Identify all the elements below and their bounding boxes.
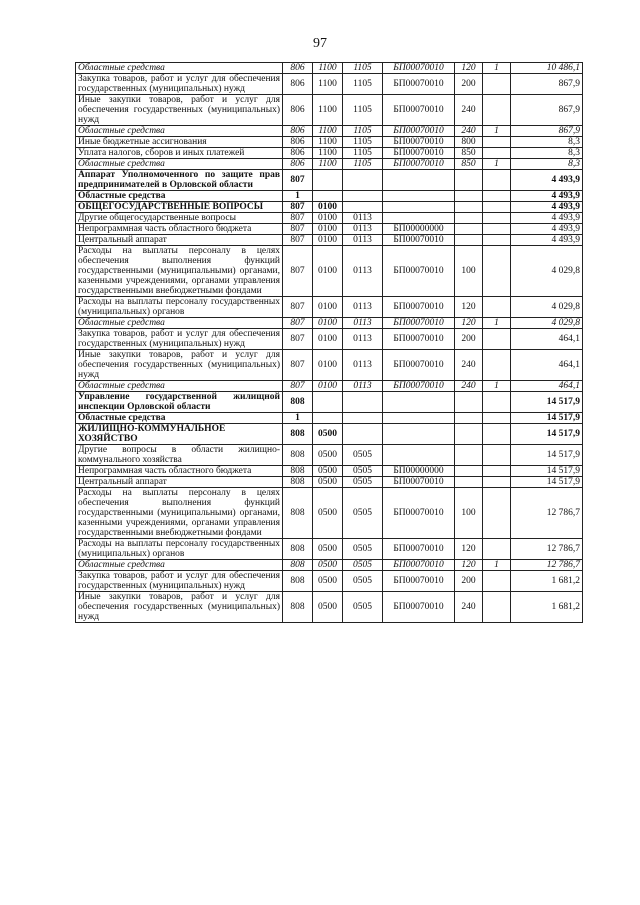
table-row xyxy=(76,159,583,170)
table-row xyxy=(76,246,583,297)
vr-cell: 120 xyxy=(455,297,483,318)
vr-cell: 240 xyxy=(455,381,483,392)
row-name-cell: ОБЩЕГОСУДАРСТВЕННЫЕ ВОПРОСЫ xyxy=(76,202,283,213)
row-name-cell: Расходы на выплаты персоналу государственных (муниципальных) органов xyxy=(76,539,283,560)
vr-cell: 100 xyxy=(455,488,483,539)
row-name-cell: Областные средства xyxy=(76,63,283,74)
razdel-cell xyxy=(313,191,343,202)
vedomstvo-cell: 807 xyxy=(283,329,313,350)
razdel-cell: 0500 xyxy=(313,539,343,560)
row-name-cell: Закупка товаров, работ и услуг для обеспечения государственных (муниципальных) нужд xyxy=(76,74,283,95)
csr-cell: БП00070010 xyxy=(383,297,455,318)
podrazdel-cell: 0113 xyxy=(343,213,383,224)
vr-cell xyxy=(455,202,483,213)
sum-cell: 14 517,9 xyxy=(511,424,583,445)
razdel-cell: 0500 xyxy=(313,571,343,592)
razdel-cell: 0500 xyxy=(313,488,343,539)
podrazdel-cell: 0505 xyxy=(343,488,383,539)
sum-cell: 14 517,9 xyxy=(511,477,583,488)
row-name-cell: Аппарат Уполномоченного по защите прав предпринимателей в Орловской области xyxy=(76,170,283,191)
sum-cell: 867,9 xyxy=(511,126,583,137)
kbk-cell xyxy=(483,466,511,477)
table-row xyxy=(76,235,583,246)
razdel-cell: 1100 xyxy=(313,95,343,126)
vr-cell: 850 xyxy=(455,148,483,159)
kbk-cell xyxy=(483,350,511,381)
table-row xyxy=(76,488,583,539)
sum-cell: 8,3 xyxy=(511,148,583,159)
kbk-cell xyxy=(483,539,511,560)
vr-cell xyxy=(455,170,483,191)
vedomstvo-cell: 808 xyxy=(283,392,313,413)
csr-cell: БП00070010 xyxy=(383,148,455,159)
kbk-cell xyxy=(483,329,511,350)
kbk-cell xyxy=(483,191,511,202)
table-row xyxy=(76,592,583,623)
table-row xyxy=(76,137,583,148)
vedomstvo-cell: 808 xyxy=(283,571,313,592)
csr-cell xyxy=(383,413,455,424)
page-number: 97 xyxy=(313,36,327,51)
sum-cell: 464,1 xyxy=(511,381,583,392)
vr-cell xyxy=(455,224,483,235)
vedomstvo-cell: 806 xyxy=(283,148,313,159)
row-name-cell: Непрограммная часть областного бюджета xyxy=(76,224,283,235)
vr-cell xyxy=(455,235,483,246)
row-name-cell: ЖИЛИЩНО-КОММУНАЛЬНОЕ ХОЗЯЙСТВО xyxy=(76,424,283,445)
podrazdel-cell: 0505 xyxy=(343,477,383,488)
vr-cell: 240 xyxy=(455,592,483,623)
razdel-cell: 0100 xyxy=(313,246,343,297)
kbk-cell xyxy=(483,445,511,466)
kbk-cell xyxy=(483,202,511,213)
vr-cell xyxy=(455,424,483,445)
podrazdel-cell: 1105 xyxy=(343,74,383,95)
vedomstvo-cell: 806 xyxy=(283,159,313,170)
razdel-cell: 1100 xyxy=(313,148,343,159)
sum-cell: 464,1 xyxy=(511,350,583,381)
kbk-cell xyxy=(483,224,511,235)
sum-cell: 4 493,9 xyxy=(511,170,583,191)
sum-cell: 14 517,9 xyxy=(511,392,583,413)
vedomstvo-cell: 807 xyxy=(283,318,313,329)
sum-cell: 4 493,9 xyxy=(511,213,583,224)
table-row xyxy=(76,191,583,202)
vr-cell xyxy=(455,466,483,477)
vr-cell: 200 xyxy=(455,571,483,592)
table-row xyxy=(76,329,583,350)
table-row xyxy=(76,63,583,74)
razdel-cell: 0500 xyxy=(313,477,343,488)
sum-cell: 1 681,2 xyxy=(511,571,583,592)
sum-cell: 12 786,7 xyxy=(511,560,583,571)
sum-cell: 4 493,9 xyxy=(511,235,583,246)
podrazdel-cell xyxy=(343,413,383,424)
vr-cell: 240 xyxy=(455,350,483,381)
razdel-cell: 0500 xyxy=(313,445,343,466)
row-name-cell: Закупка товаров, работ и услуг для обеспечения государственных (муниципальных) нужд xyxy=(76,571,283,592)
table-row xyxy=(76,381,583,392)
kbk-cell xyxy=(483,74,511,95)
vr-cell: 120 xyxy=(455,318,483,329)
row-name-cell: Центральный аппарат xyxy=(76,235,283,246)
row-name-cell: Областные средства xyxy=(76,413,283,424)
row-name-cell: Другие общегосударственные вопросы xyxy=(76,213,283,224)
csr-cell: БП00070010 xyxy=(383,318,455,329)
razdel-cell: 0100 xyxy=(313,235,343,246)
kbk-cell: 1 xyxy=(483,159,511,170)
csr-cell xyxy=(383,170,455,191)
table-row xyxy=(76,477,583,488)
row-name-cell: Областные средства xyxy=(76,126,283,137)
sum-cell: 14 517,9 xyxy=(511,466,583,477)
razdel-cell: 1100 xyxy=(313,137,343,148)
csr-cell: БП00070010 xyxy=(383,126,455,137)
razdel-cell: 0100 xyxy=(313,329,343,350)
vr-cell: 120 xyxy=(455,63,483,74)
sum-cell: 12 786,7 xyxy=(511,488,583,539)
vedomstvo-cell: 807 xyxy=(283,224,313,235)
kbk-cell xyxy=(483,235,511,246)
csr-cell: БП00000000 xyxy=(383,466,455,477)
row-name-cell: Закупка товаров, работ и услуг для обеспечения государственных (муниципальных) нужд xyxy=(76,329,283,350)
table-row xyxy=(76,560,583,571)
csr-cell: БП00070010 xyxy=(383,329,455,350)
table-row xyxy=(76,571,583,592)
vedomstvo-cell: 808 xyxy=(283,424,313,445)
row-name-cell: Расходы на выплаты персоналу в целях обеспечения выполнения функций государственными (муниципальными) органами, казенными учреждениями, органами управления государственными внебюджетными фондами xyxy=(76,488,283,539)
kbk-cell xyxy=(483,392,511,413)
razdel-cell: 0100 xyxy=(313,350,343,381)
vedomstvo-cell: 807 xyxy=(283,381,313,392)
vr-cell: 120 xyxy=(455,539,483,560)
vr-cell: 800 xyxy=(455,137,483,148)
csr-cell: БП00070010 xyxy=(383,63,455,74)
csr-cell xyxy=(383,202,455,213)
vedomstvo-cell: 808 xyxy=(283,445,313,466)
podrazdel-cell: 0505 xyxy=(343,466,383,477)
table-row xyxy=(76,74,583,95)
vedomstvo-cell: 806 xyxy=(283,137,313,148)
podrazdel-cell: 1105 xyxy=(343,63,383,74)
podrazdel-cell: 0113 xyxy=(343,224,383,235)
table-row xyxy=(76,126,583,137)
razdel-cell: 1100 xyxy=(313,126,343,137)
podrazdel-cell: 0505 xyxy=(343,445,383,466)
row-name-cell: Непрограммная часть областного бюджета xyxy=(76,466,283,477)
kbk-cell xyxy=(483,488,511,539)
vedomstvo-cell: 808 xyxy=(283,477,313,488)
razdel-cell: 0100 xyxy=(313,381,343,392)
csr-cell: БП00070010 xyxy=(383,477,455,488)
razdel-cell xyxy=(313,413,343,424)
table-row xyxy=(76,392,583,413)
podrazdel-cell: 1105 xyxy=(343,126,383,137)
csr-cell: БП00070010 xyxy=(383,159,455,170)
vr-cell: 100 xyxy=(455,246,483,297)
podrazdel-cell: 1105 xyxy=(343,148,383,159)
table-row xyxy=(76,413,583,424)
vedomstvo-cell: 1 xyxy=(283,191,313,202)
vedomstvo-cell: 807 xyxy=(283,297,313,318)
csr-cell: БП00070010 xyxy=(383,592,455,623)
row-name-cell: Иные закупки товаров, работ и услуг для обеспечения государственных (муниципальных) нужд xyxy=(76,350,283,381)
row-name-cell: Областные средства xyxy=(76,191,283,202)
vr-cell: 120 xyxy=(455,560,483,571)
podrazdel-cell xyxy=(343,191,383,202)
sum-cell: 4 493,9 xyxy=(511,224,583,235)
table-row xyxy=(76,424,583,445)
csr-cell: БП00070010 xyxy=(383,539,455,560)
table-row xyxy=(76,148,583,159)
podrazdel-cell: 0113 xyxy=(343,318,383,329)
sum-cell: 8,3 xyxy=(511,137,583,148)
row-name-cell: Иные бюджетные ассигнования xyxy=(76,137,283,148)
row-name-cell: Уплата налогов, сборов и иных платежей xyxy=(76,148,283,159)
vedomstvo-cell: 808 xyxy=(283,488,313,539)
razdel-cell: 0500 xyxy=(313,592,343,623)
table-row xyxy=(76,170,583,191)
sum-cell: 4 029,8 xyxy=(511,246,583,297)
sum-cell: 4 493,9 xyxy=(511,202,583,213)
vedomstvo-cell: 807 xyxy=(283,246,313,297)
sum-cell: 1 681,2 xyxy=(511,592,583,623)
razdel-cell: 0100 xyxy=(313,297,343,318)
sum-cell: 867,9 xyxy=(511,74,583,95)
row-name-cell: Областные средства xyxy=(76,159,283,170)
row-name-cell: Центральный аппарат xyxy=(76,477,283,488)
kbk-cell: 1 xyxy=(483,63,511,74)
kbk-cell xyxy=(483,148,511,159)
vedomstvo-cell: 807 xyxy=(283,202,313,213)
csr-cell: БП00070010 xyxy=(383,488,455,539)
vr-cell: 240 xyxy=(455,95,483,126)
vedomstvo-cell: 808 xyxy=(283,592,313,623)
csr-cell xyxy=(383,191,455,202)
podrazdel-cell xyxy=(343,202,383,213)
csr-cell: БП00070010 xyxy=(383,381,455,392)
vedomstvo-cell: 807 xyxy=(283,170,313,191)
table-row xyxy=(76,318,583,329)
sum-cell: 4 493,9 xyxy=(511,191,583,202)
vedomstvo-cell: 807 xyxy=(283,350,313,381)
sum-cell: 14 517,9 xyxy=(511,413,583,424)
csr-cell: БП00070010 xyxy=(383,74,455,95)
razdel-cell: 1100 xyxy=(313,159,343,170)
kbk-cell xyxy=(483,477,511,488)
kbk-cell xyxy=(483,95,511,126)
razdel-cell xyxy=(313,392,343,413)
row-name-cell: Управление государственной жилищной инспекции Орловской области xyxy=(76,392,283,413)
razdel-cell: 1100 xyxy=(313,74,343,95)
sum-cell: 4 029,8 xyxy=(511,318,583,329)
table-row xyxy=(76,224,583,235)
row-name-cell: Другие вопросы в области жилищно-коммунального хозяйства xyxy=(76,445,283,466)
kbk-cell xyxy=(483,592,511,623)
vedomstvo-cell: 1 xyxy=(283,413,313,424)
podrazdel-cell: 0113 xyxy=(343,235,383,246)
csr-cell: БП00000000 xyxy=(383,224,455,235)
vedomstvo-cell: 807 xyxy=(283,235,313,246)
table-row xyxy=(76,539,583,560)
razdel-cell: 1100 xyxy=(313,63,343,74)
row-name-cell: Расходы на выплаты персоналу государственных (муниципальных) органов xyxy=(76,297,283,318)
podrazdel-cell: 0505 xyxy=(343,592,383,623)
podrazdel-cell xyxy=(343,424,383,445)
kbk-cell: 1 xyxy=(483,126,511,137)
table-row xyxy=(76,466,583,477)
row-name-cell: Расходы на выплаты персоналу в целях обеспечения выполнения функций государственными (муниципальными) органами, казенными учреждениями, органами управления государственными внебюджетными фондами xyxy=(76,246,283,297)
kbk-cell xyxy=(483,137,511,148)
podrazdel-cell: 1105 xyxy=(343,159,383,170)
podrazdel-cell: 0505 xyxy=(343,539,383,560)
vr-cell xyxy=(455,445,483,466)
row-name-cell: Областные средства xyxy=(76,560,283,571)
kbk-cell: 1 xyxy=(483,318,511,329)
table-row xyxy=(76,350,583,381)
podrazdel-cell: 0113 xyxy=(343,297,383,318)
vr-cell xyxy=(455,392,483,413)
csr-cell: БП00070010 xyxy=(383,350,455,381)
csr-cell: БП00070010 xyxy=(383,137,455,148)
row-name-cell: Областные средства xyxy=(76,318,283,329)
sum-cell: 12 786,7 xyxy=(511,539,583,560)
podrazdel-cell: 0505 xyxy=(343,571,383,592)
razdel-cell: 0500 xyxy=(313,466,343,477)
podrazdel-cell xyxy=(343,170,383,191)
kbk-cell xyxy=(483,170,511,191)
csr-cell: БП00070010 xyxy=(383,571,455,592)
podrazdel-cell: 0113 xyxy=(343,350,383,381)
kbk-cell xyxy=(483,571,511,592)
sum-cell: 464,1 xyxy=(511,329,583,350)
razdel-cell: 0100 xyxy=(313,224,343,235)
kbk-cell: 1 xyxy=(483,560,511,571)
vr-cell: 200 xyxy=(455,329,483,350)
vedomstvo-cell: 806 xyxy=(283,74,313,95)
row-name-cell: Областные средства xyxy=(76,381,283,392)
vedomstvo-cell: 808 xyxy=(283,560,313,571)
razdel-cell: 0500 xyxy=(313,424,343,445)
podrazdel-cell: 0113 xyxy=(343,329,383,350)
csr-cell xyxy=(383,392,455,413)
sum-cell: 14 517,9 xyxy=(511,445,583,466)
sum-cell: 10 486,1 xyxy=(511,63,583,74)
razdel-cell: 0500 xyxy=(313,560,343,571)
vr-cell: 850 xyxy=(455,159,483,170)
sum-cell: 8,3 xyxy=(511,159,583,170)
sum-cell: 867,9 xyxy=(511,95,583,126)
kbk-cell xyxy=(483,424,511,445)
vr-cell xyxy=(455,213,483,224)
vedomstvo-cell: 806 xyxy=(283,126,313,137)
csr-cell: БП00070010 xyxy=(383,246,455,297)
razdel-cell xyxy=(313,170,343,191)
vedomstvo-cell: 808 xyxy=(283,466,313,477)
podrazdel-cell: 0113 xyxy=(343,381,383,392)
razdel-cell: 0100 xyxy=(313,318,343,329)
podrazdel-cell: 0505 xyxy=(343,560,383,571)
vr-cell xyxy=(455,191,483,202)
vedomstvo-cell: 806 xyxy=(283,95,313,126)
vr-cell xyxy=(455,477,483,488)
vr-cell: 200 xyxy=(455,74,483,95)
csr-cell: БП00070010 xyxy=(383,560,455,571)
table-row xyxy=(76,445,583,466)
csr-cell xyxy=(383,213,455,224)
csr-cell: БП00070010 xyxy=(383,95,455,126)
sum-cell: 4 029,8 xyxy=(511,297,583,318)
vr-cell xyxy=(455,413,483,424)
kbk-cell xyxy=(483,213,511,224)
table-row xyxy=(76,297,583,318)
row-name-cell: Иные закупки товаров, работ и услуг для обеспечения государственных (муниципальных) нужд xyxy=(76,592,283,623)
vedomstvo-cell: 806 xyxy=(283,63,313,74)
kbk-cell xyxy=(483,246,511,297)
table-row xyxy=(76,202,583,213)
budget-table xyxy=(75,62,583,623)
kbk-cell xyxy=(483,297,511,318)
razdel-cell: 0100 xyxy=(313,213,343,224)
csr-cell xyxy=(383,445,455,466)
vedomstvo-cell: 807 xyxy=(283,213,313,224)
kbk-cell: 1 xyxy=(483,381,511,392)
podrazdel-cell: 0113 xyxy=(343,246,383,297)
table-row xyxy=(76,213,583,224)
vr-cell: 240 xyxy=(455,126,483,137)
kbk-cell xyxy=(483,413,511,424)
vedomstvo-cell: 808 xyxy=(283,539,313,560)
podrazdel-cell: 1105 xyxy=(343,95,383,126)
podrazdel-cell xyxy=(343,392,383,413)
table-row xyxy=(76,95,583,126)
razdel-cell: 0100 xyxy=(313,202,343,213)
csr-cell xyxy=(383,424,455,445)
csr-cell: БП00070010 xyxy=(383,235,455,246)
podrazdel-cell: 1105 xyxy=(343,137,383,148)
row-name-cell: Иные закупки товаров, работ и услуг для обеспечения государственных (муниципальных) нужд xyxy=(76,95,283,126)
